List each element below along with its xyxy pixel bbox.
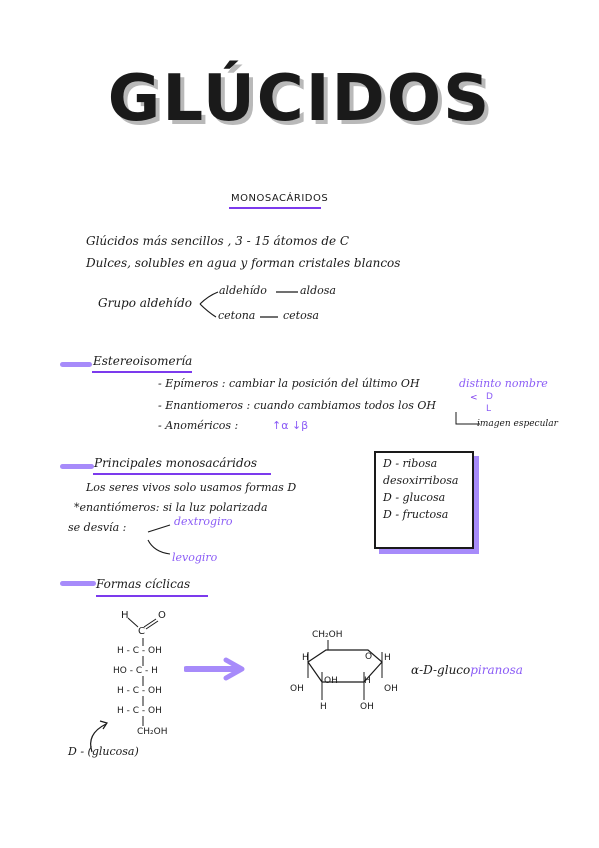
monosacaridos-line1: Glúcidos más sencillos , 3 - 15 átomos de C: [86, 234, 350, 248]
ring-o: O: [365, 652, 373, 662]
anomericos-marks: ↑α ↓β: [272, 419, 309, 432]
aldosa-label: aldosa: [300, 284, 336, 297]
ciclica-underline: [96, 595, 208, 597]
ring-ch2oh: CH₂OH: [312, 630, 343, 640]
piranosa-suffix: piranosa: [470, 663, 523, 677]
box-item: D - fructosa: [383, 508, 449, 521]
principales-line1: Los seres vivos solo usamos formas D: [86, 481, 297, 494]
enantiomeros-d: D: [486, 392, 493, 402]
grupo-label: Grupo aldehído: [98, 296, 193, 310]
enantiomeros-l: L: [486, 404, 492, 414]
epimeros-note: distinto nombre: [459, 377, 548, 390]
box-item: desoxirribosa: [383, 474, 459, 487]
ring-oh-right: OH: [384, 684, 398, 694]
fischer-row: H - C - OH: [117, 646, 162, 656]
epimeros-text: - Epímeros : cambiar la posición del último OH: [158, 377, 420, 390]
monosacaridos-line2: Dulces, solubles en agua y forman cristales blancos: [86, 256, 401, 270]
aldehido-label: aldehído: [219, 284, 267, 297]
imagen-especular: imagen especular: [477, 419, 558, 429]
brace-icon: <: [470, 393, 478, 403]
fischer-row: HO - C - H: [113, 666, 158, 676]
ring-oh-bottom: OH: [360, 702, 374, 712]
ciclica-bullet-bar: [60, 581, 96, 586]
fischer-bottom: CH₂OH: [137, 727, 168, 737]
cetona-label: cetona: [218, 309, 256, 322]
piranosa-label: [411, 663, 523, 677]
fischer-backbone: [138, 638, 148, 730]
fischer-row: H - C - OH: [117, 706, 162, 716]
fischer-top-o: O: [158, 610, 166, 621]
ciclica-heading: Formas cíclicas: [96, 577, 191, 591]
monosacaridos-heading: MONOSACÁRIDOS: [231, 193, 329, 204]
dextrogiro-label: dextrogiro: [174, 515, 233, 528]
ring-oh-left: OH: [290, 684, 304, 694]
ring-h-left: H: [302, 653, 309, 663]
box-item: D - ribosa: [383, 457, 438, 470]
fischer-row: H - C - OH: [117, 686, 162, 696]
principales-bullet-bar: [60, 464, 94, 469]
ring-h-center: H: [364, 676, 371, 686]
piranosa-prefix: α-D-gluco: [411, 663, 471, 677]
ring-h-bottom: H: [320, 702, 327, 712]
principales-underline: [93, 473, 271, 475]
page-title: GLÚCIDOS: [107, 62, 492, 136]
glucosa-label: D - (glucosa): [68, 745, 139, 758]
monosacaridos-box: [374, 451, 474, 549]
estereoisomeria-heading: Estereoisomería: [93, 354, 193, 368]
fischer-c1: C: [138, 626, 145, 637]
principales-line3: se desvía :: [68, 521, 127, 534]
levogiro-label: levogiro: [172, 551, 218, 564]
anomericos-text: - Anoméricos :: [158, 419, 239, 432]
enantiomeros-text: - Enantiomeros : cuando cambiamos todos los OH: [158, 399, 436, 412]
box-item: D - glucosa: [383, 491, 446, 504]
principales-heading: Principales monosacáridos: [94, 456, 258, 470]
estereoisomeria-bullet-bar: [60, 362, 92, 367]
ring-h-right: H: [384, 653, 391, 663]
right-arrow-icon: [184, 657, 248, 681]
haworth-ring: [292, 638, 392, 718]
fischer-top-h: H: [121, 610, 129, 621]
cetosa-label: cetosa: [283, 309, 319, 322]
ring-oh-center: OH: [324, 676, 338, 686]
monosacaridos-underline: [229, 207, 321, 209]
estereoisomeria-underline: [92, 371, 192, 373]
principales-line2: *enantiómeros: si la luz polarizada: [74, 501, 268, 514]
